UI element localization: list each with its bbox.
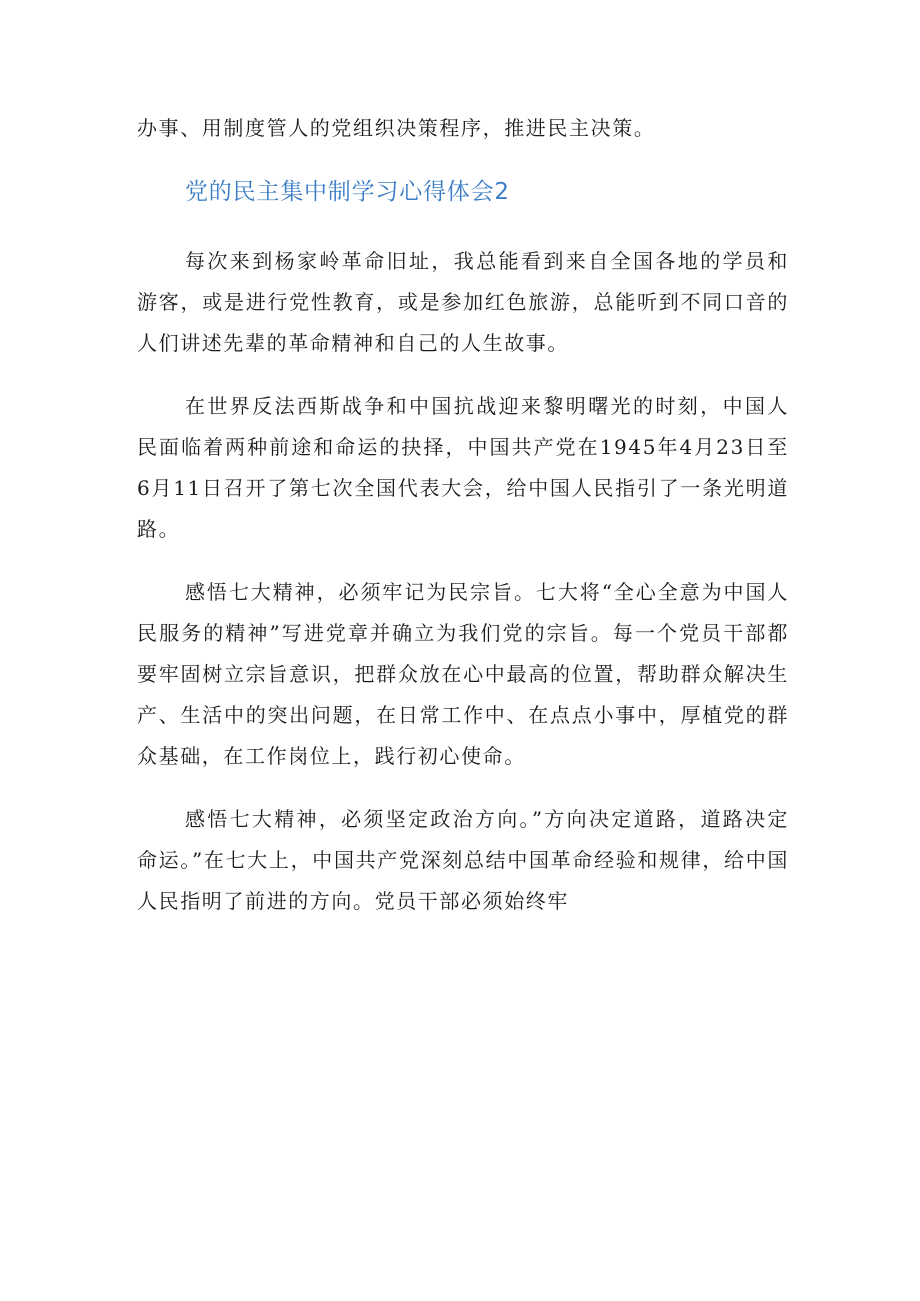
paragraph-political-direction: 感悟七大精神，必须坚定政治方向。”方向决定道路，道路决定命运。”在七大上，中国共产党深刻总结中国革命经验和规律，给中国人民指明了前进的方向。党员干部必须始终牢 — [137, 807, 789, 913]
section-heading: 党的民主集中制学习心得体会2 — [185, 179, 510, 205]
document-body — [137, 108, 789, 922]
paragraph-seventh-congress: 在世界反法西斯战争和中国抗战迎来黎明曙光的时刻，中国人民面临着两种前途和命运的抉择，中国共产党在1945年4月23日至6月11日召开了第七次全国代表大会，给中国人民指引了一条光明道路。 — [137, 394, 789, 541]
paragraph-people-purpose: 感悟七大精神，必须牢记为民宗旨。七大将“全心全意为中国人民服务的精神”写进党章并确立为我们党的宗旨。每一个党员干部都要牢固树立宗旨意识，把群众放在心中最高的位置，帮助群众解决生产、生活中的突出问题，在日常工作中、在点点小事中，厚植党的群众基础，在工作岗位上，践行初心使命。 — [137, 580, 789, 768]
paragraph-yangjialing: 每次来到杨家岭革命旧址，我总能看到来自全国各地的学员和游客，或是进行党性教育，或是参加红色旅游，总能听到不同口音的人们讲述先辈的革命精神和自己的人生故事。 — [137, 249, 789, 355]
continuation-paragraph: 办事、用制度管人的党组织决策程序，推进民主决策。 — [137, 116, 656, 140]
